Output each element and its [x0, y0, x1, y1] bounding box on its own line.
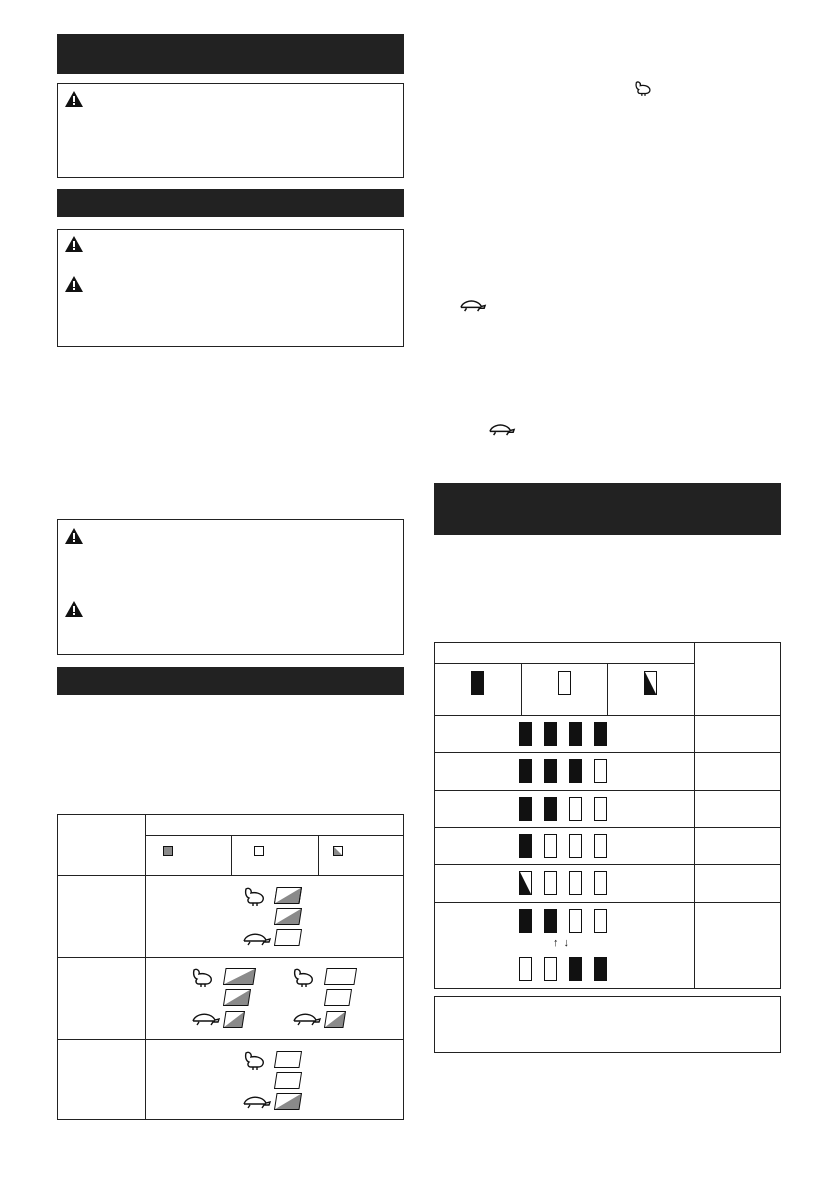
- indicator-blink: [324, 1011, 346, 1028]
- table-row-line: [435, 715, 780, 716]
- legend-lamp-off: [558, 671, 571, 695]
- table-row-line: [435, 752, 780, 753]
- lamp-on: [569, 722, 582, 746]
- battery-blink-row-top: [519, 909, 607, 933]
- speed-indicator-table: [57, 814, 404, 1120]
- lamp-on: [544, 797, 557, 821]
- lamp-on: [519, 759, 532, 783]
- battery-level-row: [519, 834, 607, 858]
- lamp-off: [569, 909, 582, 933]
- lamp-on: [544, 909, 557, 933]
- rabbit-icon: [243, 1050, 271, 1070]
- battery-capacity-table: [434, 642, 781, 989]
- indicator-off: [274, 1051, 302, 1068]
- lamp-off: [594, 759, 607, 783]
- warning-icon: [65, 601, 83, 617]
- legend-lit-square: [163, 846, 173, 856]
- rabbit-icon: [292, 967, 320, 987]
- lamp-on: [594, 957, 607, 981]
- table-row-line: [58, 957, 403, 958]
- lamp-off: [544, 957, 557, 981]
- table-divider-vertical: [694, 643, 695, 988]
- warning-box-3: [57, 519, 404, 655]
- turtle-icon: [488, 423, 516, 436]
- section-header-bar-3: [57, 667, 404, 695]
- rabbit-icon: [634, 79, 656, 97]
- legend-lamp-blinking: [644, 671, 657, 695]
- section-header-bar-2: [57, 189, 404, 217]
- lamp-on: [544, 722, 557, 746]
- legend-lamp-on: [471, 671, 484, 695]
- lamp-off: [569, 834, 582, 858]
- battery-level-row: [519, 871, 607, 895]
- lamp-on: [594, 722, 607, 746]
- warning-box-2: [57, 229, 404, 347]
- warning-box-1: [57, 83, 404, 178]
- lamp-off: [519, 957, 532, 981]
- indicator-lit: [274, 887, 302, 904]
- lamp-blinking: [519, 871, 532, 895]
- legend-blink-square: [333, 846, 343, 856]
- indicator-lit: [223, 989, 251, 1006]
- section-header-bar-1: [57, 34, 404, 74]
- lamp-off: [594, 871, 607, 895]
- rabbit-icon: [243, 886, 271, 906]
- lamp-on: [519, 834, 532, 858]
- table-row-line: [435, 864, 780, 865]
- turtle-icon: [191, 1012, 221, 1026]
- lamp-on: [519, 722, 532, 746]
- indicator-off: [274, 1072, 302, 1089]
- warning-icon: [65, 276, 83, 292]
- indicator-lit: [274, 1093, 302, 1110]
- table-row-line: [435, 902, 780, 903]
- lamp-off: [594, 834, 607, 858]
- lamp-on: [519, 797, 532, 821]
- table-divider-sub: [521, 663, 522, 715]
- note-box: [434, 996, 781, 1053]
- lamp-off: [594, 797, 607, 821]
- table-divider-header: [145, 835, 403, 836]
- indicator-off: [324, 989, 352, 1006]
- lamp-on: [544, 759, 557, 783]
- table-row-line: [58, 875, 403, 876]
- lamp-off: [594, 909, 607, 933]
- table-divider-sub: [231, 835, 232, 875]
- table-row-line: [435, 827, 780, 828]
- indicator-lit: [274, 908, 302, 925]
- warning-icon: [65, 236, 83, 252]
- turtle-icon: [459, 299, 487, 312]
- blink-arrows: ↑ ↓: [553, 937, 571, 949]
- legend-off-square: [254, 846, 264, 856]
- battery-blink-row-bottom: [519, 957, 607, 981]
- warning-icon: [65, 528, 83, 544]
- table-divider-sub: [607, 663, 608, 715]
- battery-level-row: [519, 759, 607, 783]
- table-row-line: [435, 790, 780, 791]
- turtle-icon: [242, 932, 272, 946]
- lamp-on: [519, 909, 532, 933]
- table-divider-sub: [318, 835, 319, 875]
- indicator-blink: [223, 1011, 245, 1028]
- table-divider-vertical: [145, 815, 146, 1119]
- lamp-on: [569, 957, 582, 981]
- turtle-icon: [242, 1095, 272, 1109]
- lamp-off: [569, 797, 582, 821]
- lamp-off: [544, 834, 557, 858]
- section-header-bar-4: [434, 483, 781, 535]
- battery-level-row: [519, 722, 607, 746]
- indicator-off: [274, 929, 302, 946]
- lamp-on: [569, 759, 582, 783]
- rabbit-icon: [191, 967, 219, 987]
- lamp-off: [569, 871, 582, 895]
- indicator-off: [324, 968, 357, 985]
- battery-level-row: [519, 797, 607, 821]
- lamp-off: [544, 871, 557, 895]
- indicator-lit: [223, 968, 256, 985]
- warning-icon: [65, 91, 83, 107]
- table-divider-header: [435, 663, 694, 664]
- turtle-icon: [292, 1012, 322, 1026]
- table-row-line: [58, 1039, 403, 1040]
